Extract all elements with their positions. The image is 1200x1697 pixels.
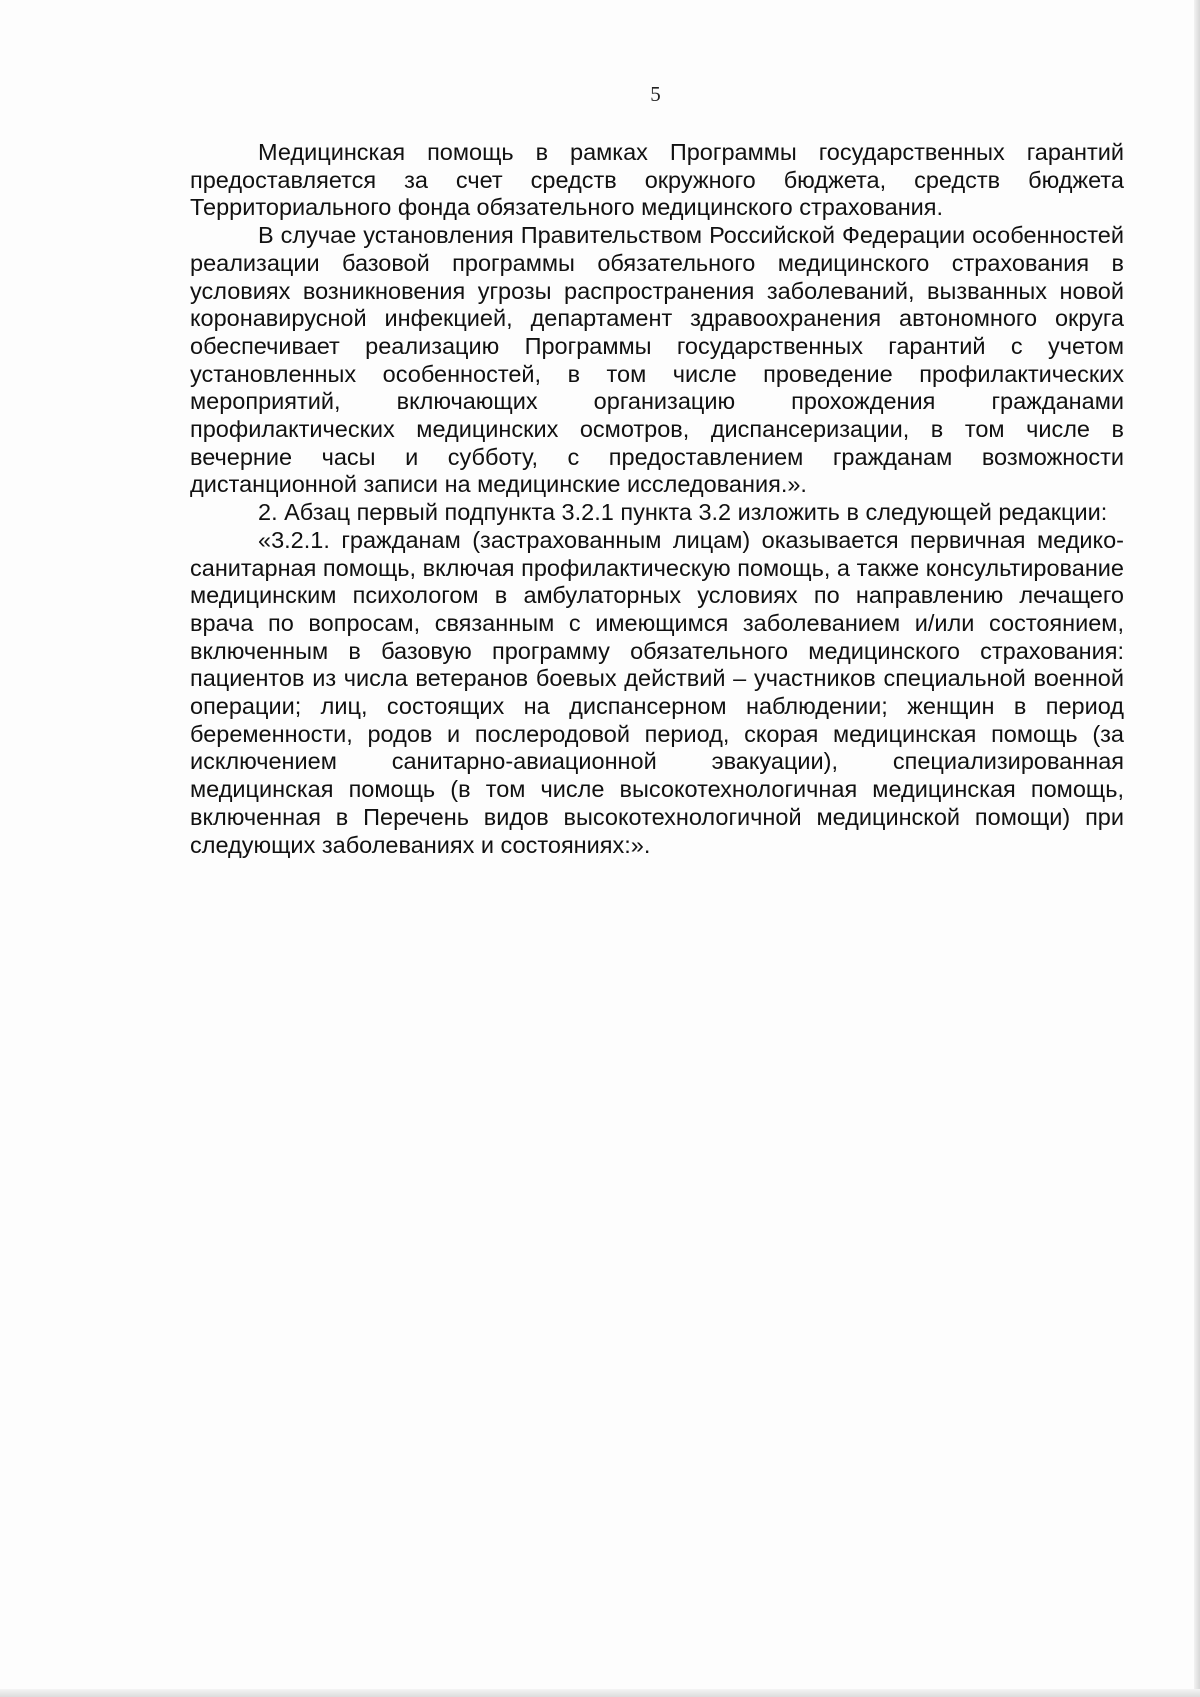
document-body [190,139,1124,859]
scan-edge-right [1194,0,1200,1697]
paragraph-coronavirus-provisions: В случае установления Правительством Российской Федерации особенностей реализации базовой программы обязательного медицинского страхования в условиях возникновения угрозы распространения заболеваний, вызванных новой коронавирусной инфекцией, департамент здравоохранения автономного округа обеспечивает реализацию Программы государственных гарантий с учетом установленных особенностей, в том числе проведение профилактических мероприятий, включающих организацию прохождения гражданами профилактических медицинских осмотров, диспансеризации, в том числе в вечерние часы и субботу, с предоставлением гражданам возможности дистанционной записи на медицинские исследования.». [190,222,1124,498]
paragraph-subclause-3-2-1: «3.2.1. гражданам (застрахованным лицам) оказывается первичная медико-санитарная помощь, включая профилактическую помощь, а также консультирование медицинским психологом в амбулаторных условиях по направлению лечащего врача по вопросам, связанным с имеющимся заболеванием и/или состоянием, включенным в базовую программу обязательного медицинского страхования: пациентов из числа ветеранов боевых действий – участников специальной военной операции; лиц, состоящих на диспансерном наблюдении; женщин в период беременности, родов и послеродовой период, скорая медицинская помощь (за исключением санитарно-авиационной эвакуации), специализированная медицинская помощь (в том числе высокотехнологичная медицинская помощь, включенная в Перечень видов высокотехнологичной медицинской помощи) при следующих заболеваниях и состояниях:». [190,526,1124,858]
page-number: 5 [650,82,661,106]
paragraph-amendment-instruction: 2. Абзац первый подпункта 3.2.1 пункта 3.2 изложить в следующей редакции: [258,499,1108,526]
scan-edge-bottom [0,1689,1200,1697]
paragraph-funding: Медицинская помощь в рамках Программы государственных гарантий предоставляется за счет средств окружного бюджета, средств бюджета Территориального фонда обязательного медицинского страхования. [190,139,1124,221]
